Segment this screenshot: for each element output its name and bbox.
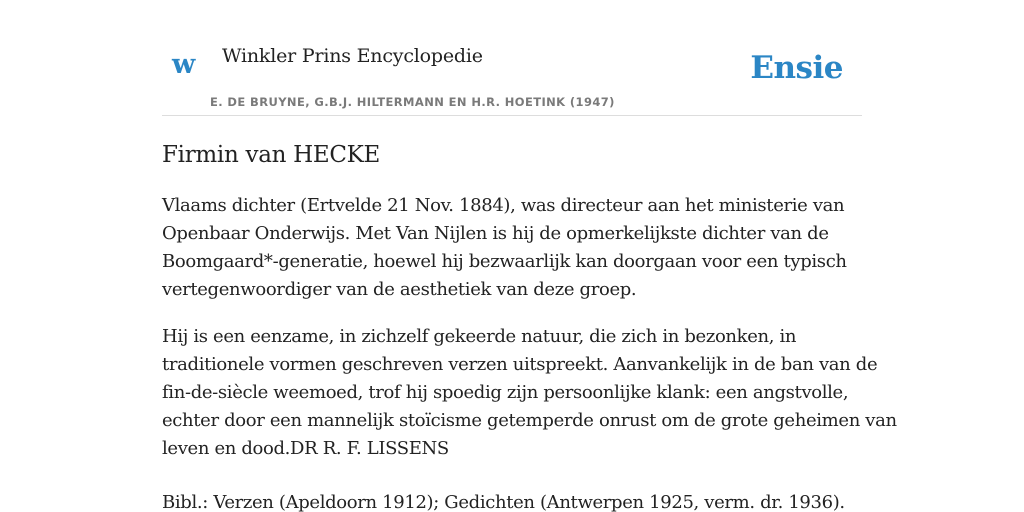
paragraph-line: vertegenwoordiger van de aesthetiek van deze groep. xyxy=(162,279,637,300)
paragraph-line: leven en dood.DR R. F. LISSENS xyxy=(162,438,449,459)
paragraph-line: traditionele vormen geschreven verzen uitspreekt. Aanvankelijk in de ban van de xyxy=(162,354,878,375)
article-bibliography xyxy=(162,489,882,512)
publication-title[interactable]: Winkler Prins Encyclopedie xyxy=(222,45,483,67)
paragraph-line: echter door een mannelijk stoïcisme getemperde onrust om de grote geheimen van xyxy=(162,410,897,431)
wp-logo[interactable]: w xyxy=(172,49,196,80)
article-title: Firmin van HECKE xyxy=(162,142,381,168)
paragraph-line: fin-de-siècle weemoed, trof hij spoedig zijn persoonlijke klank: een angstvolle, xyxy=(162,382,849,403)
paragraph-line: Vlaams dichter (Ertvelde 21 Nov. 1884), was directeur aan het ministerie van xyxy=(162,195,845,216)
site-header xyxy=(162,36,862,116)
article-paragraph-1 xyxy=(162,192,882,304)
paragraph-line: Hij is een eenzame, in zichzelf gekeerde natuur, die zich in bezonken, in xyxy=(162,326,797,347)
paragraph-line: Bibl.: Verzen (Apeldoorn 1912); Gedichten (Antwerpen 1925, verm. dr. 1936). xyxy=(162,492,845,512)
article-paragraph-2 xyxy=(162,323,897,463)
paragraph-line: Openbaar Onderwijs. Met Van Nijlen is hij de opmerkelijkste dichter van de xyxy=(162,223,829,244)
publication-authors: E. DE BRUYNE, G.B.J. HILTERMANN EN H.R. HOETINK (1947) xyxy=(210,95,615,109)
ensie-logo[interactable]: Ensie xyxy=(750,50,843,86)
paragraph-line: Boomgaard*-generatie, hoewel hij bezwaarlijk kan doorgaan voor een typisch xyxy=(162,251,847,272)
